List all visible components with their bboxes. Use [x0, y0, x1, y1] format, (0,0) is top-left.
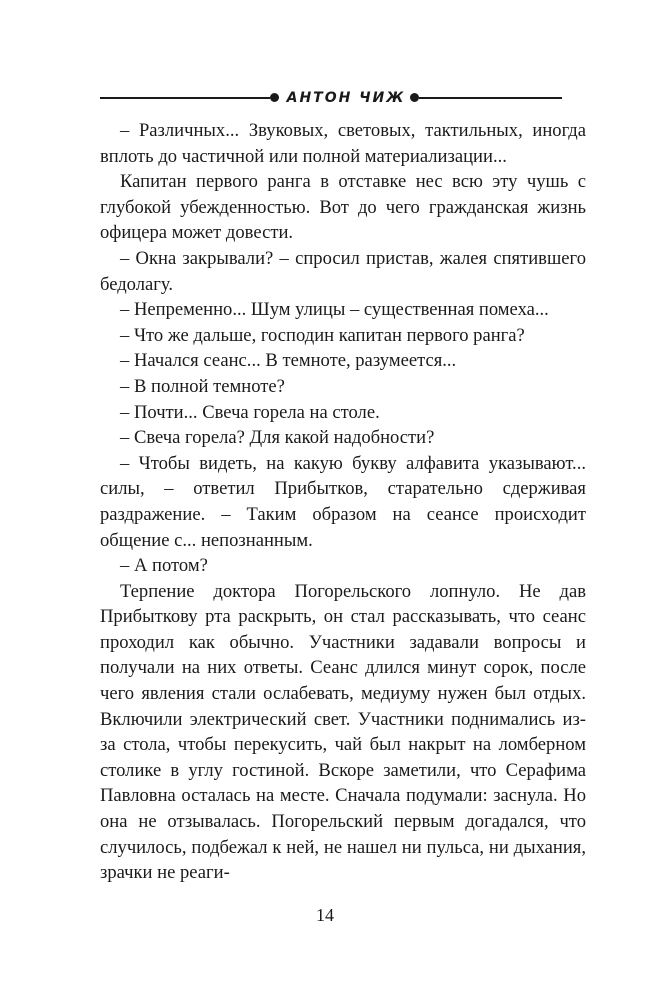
paragraph: – Чтобы видеть, на какую букву алфавита указывают... силы, – ответил Прибытков, старательно сдерживая раздражение. – Таким образом на сеансе происходит общение с... непознанным. — [100, 452, 586, 551]
paragraph: – Непременно... Шум улицы – существенная помеха... — [120, 299, 549, 321]
header-rule-right — [419, 97, 562, 99]
header-dot-right — [410, 93, 419, 102]
body-text — [100, 118, 586, 886]
paragraph: – Окна закрывали? – спросил пристав, жалея спятившего бедолагу. — [100, 247, 586, 295]
page-number: 14 — [316, 905, 334, 925]
paragraph: – В полной темноте? — [120, 375, 285, 397]
paragraph: – Почти... Свеча горела на столе. — [120, 401, 380, 423]
header-dot-left — [270, 93, 279, 102]
paragraph: Капитан первого ранга в отставке нес всю эту чушь с глубокой убежденностью. Вот до чего гражданская жизнь офицера может довести. — [100, 171, 586, 244]
paragraph: – Различных... Звуковых, световых, тактильных, иногда вплоть до частичной или полной материализации... — [100, 120, 586, 167]
header-rule-left — [100, 97, 270, 99]
paragraph: – Начался сеанс... В темноте, разумеется... — [120, 350, 457, 372]
paragraph: – Что же дальше, господин капитан первого ранга? — [120, 324, 525, 346]
paragraph: Терпение доктора Погорельского лопнуло. Не дав Прибыткову рта раскрыть, он стал рассказывать, что сеанс проходил как обычно. Участники задавали вопросы и получали на них ответы. Сеанс длился минут сорок, после чего явления стали ослабевать, медиуму нужен был отдых. Включили электрический свет. Участники поднимались из-за стола, чтобы перекусить, чай был накрыт на ломберном столике в углу гостиной. Вскоре заметили, что Серафима Павловна осталась на месте. Сначала подумали: заснула. Но она не отзывалась. Погорельский первым догадался, что случилось, подбежал к ней, не нашел ни пульса, ни дыхания, зрачки не реаги- — [100, 580, 586, 884]
running-header — [100, 88, 562, 108]
paragraph: – А потом? — [120, 555, 208, 577]
paragraph: – Свеча горела? Для какой надобности? — [120, 427, 435, 449]
header-author: АНТОН ЧИЖ — [286, 90, 406, 106]
